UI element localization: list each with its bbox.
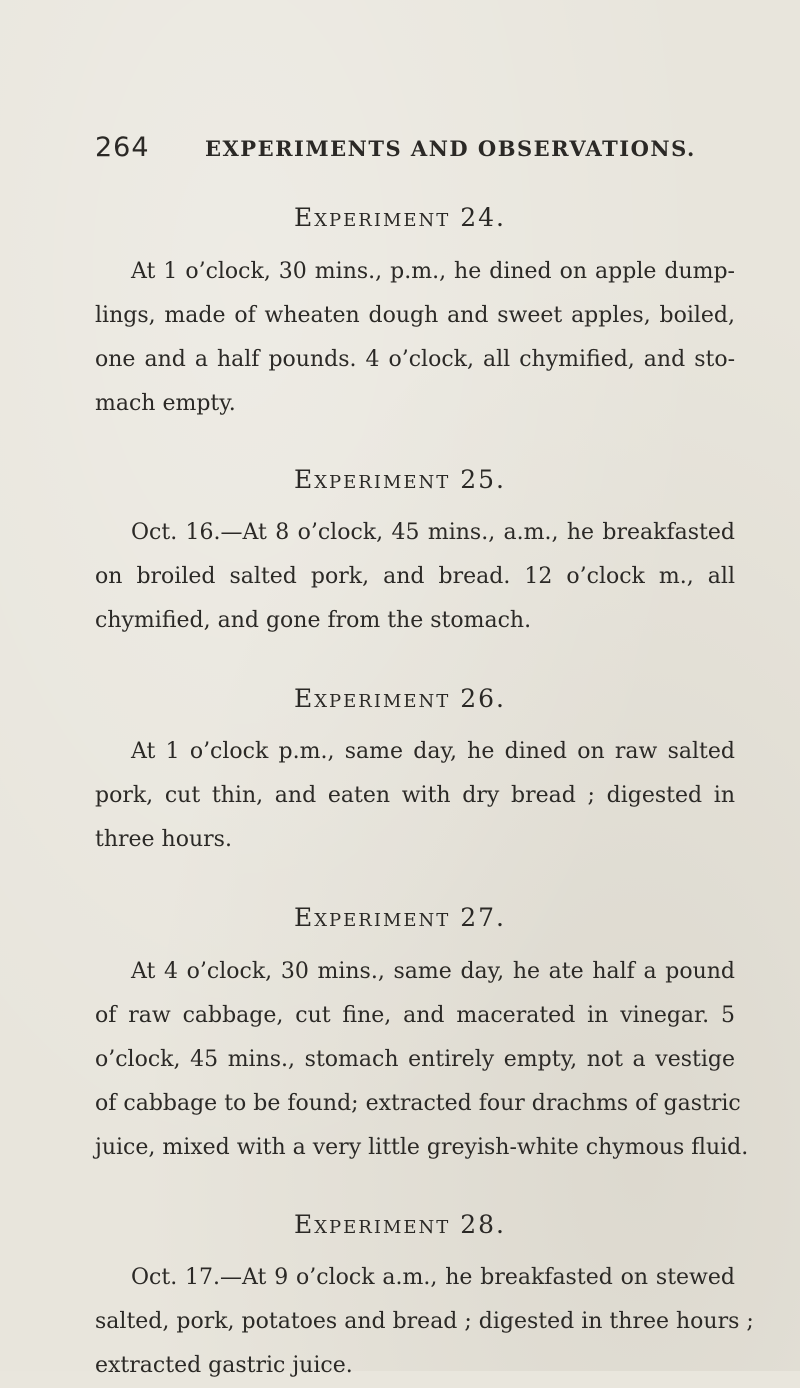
experiment-paragraph bbox=[95, 1256, 754, 1388]
experiment-number: 28. bbox=[460, 1210, 507, 1239]
paragraph-line: Oct. 16.—At 8 o’clock, 45 mins., a.m., he breakfasted bbox=[131, 520, 735, 545]
experiment-paragraph bbox=[95, 950, 749, 1170]
experiment-label: Experiment bbox=[293, 1210, 451, 1239]
experiment-number: 27. bbox=[460, 903, 507, 932]
paragraph-line: extracted gastric juice. bbox=[95, 1353, 353, 1378]
paragraph-line: of cabbage to be found; extracted four drachms of gastric bbox=[95, 1091, 741, 1116]
paragraph-line: mach empty. bbox=[95, 391, 236, 416]
paragraph-line: At 4 o’clock, 30 mins., same day, he ate half a pound bbox=[131, 959, 735, 984]
paragraph-line: on broiled salted pork, and bread. 12 o’clock m., all bbox=[95, 564, 735, 589]
experiment-label: Experiment bbox=[293, 684, 451, 713]
experiment-paragraph bbox=[95, 511, 735, 643]
experiment-heading bbox=[0, 465, 800, 494]
paragraph-line: o’clock, 45 mins., stomach entirely empty, not a vestige bbox=[95, 1047, 735, 1072]
paragraph-line: At 1 o’clock p.m., same day, he dined on raw salted bbox=[131, 739, 735, 764]
experiment-paragraph bbox=[95, 730, 735, 862]
paragraph-line: pork, cut thin, and eaten with dry bread ; digested in bbox=[95, 783, 735, 808]
experiment-number: 26. bbox=[460, 684, 507, 713]
paragraph-line: Oct. 17.—At 9 o’clock a.m., he breakfasted on stewed bbox=[131, 1265, 735, 1290]
experiment-heading bbox=[0, 1210, 800, 1239]
running-head bbox=[95, 132, 735, 172]
experiment-number: 25. bbox=[460, 465, 507, 494]
paragraph-line: At 1 o’clock, 30 mins., p.m., he dined on apple dump- bbox=[131, 259, 735, 284]
page-number: 264 bbox=[95, 132, 150, 163]
paragraph-line: salted, pork, potatoes and bread ; digested in three hours ; bbox=[95, 1309, 754, 1334]
paragraph-line: three hours. bbox=[95, 827, 232, 852]
paragraph-line: of raw cabbage, cut fine, and macerated in vinegar. 5 bbox=[95, 1003, 735, 1028]
experiment-heading bbox=[0, 684, 800, 713]
experiment-heading bbox=[0, 203, 800, 232]
paragraph-line: juice, mixed with a very little greyish-white chymous fluid. bbox=[95, 1135, 749, 1160]
paragraph-line: chymified, and gone from the stomach. bbox=[95, 608, 532, 633]
paragraph-line: one and a half pounds. 4 o’clock, all chymified, and sto- bbox=[95, 347, 735, 372]
experiment-paragraph bbox=[95, 250, 735, 426]
experiment-label: Experiment bbox=[293, 203, 451, 232]
experiment-label: Experiment bbox=[293, 903, 451, 932]
running-title: EXPERIMENTS AND OBSERVATIONS. bbox=[205, 136, 696, 161]
experiment-number: 24. bbox=[460, 203, 507, 232]
paragraph-line: lings, made of wheaten dough and sweet apples, boiled, bbox=[95, 303, 735, 328]
experiment-heading bbox=[0, 903, 800, 932]
experiment-label: Experiment bbox=[293, 465, 451, 494]
